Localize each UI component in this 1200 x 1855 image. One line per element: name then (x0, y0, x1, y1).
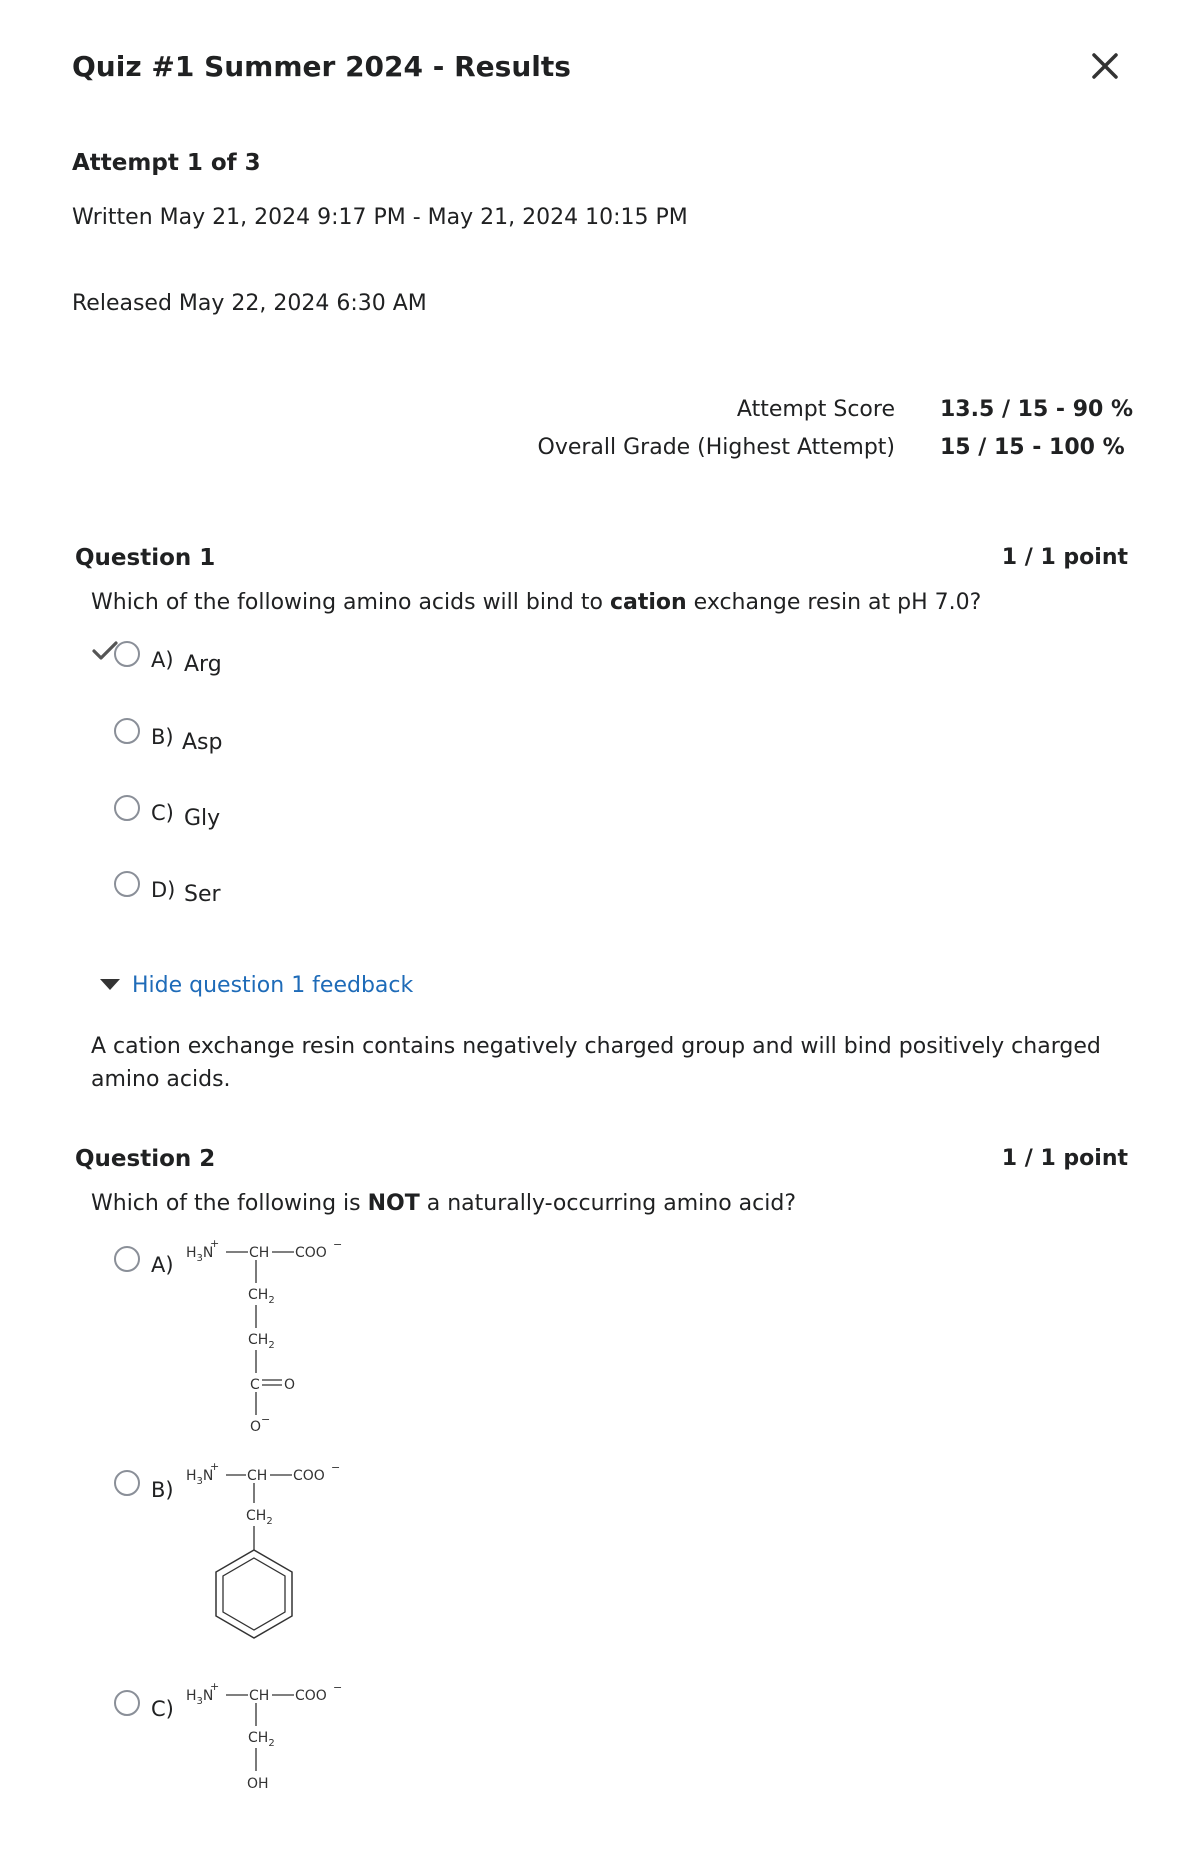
attempt-score-label: Attempt Score (736, 397, 895, 422)
svg-text:CH2: $CH_2$ (248, 1730, 275, 1749)
q2-option-c-letter: C) (151, 1697, 174, 1721)
svg-text:COO: COO (295, 1245, 327, 1261)
question-2-title: Question 2 (75, 1146, 216, 1172)
svg-text:+: + (210, 1237, 220, 1250)
overall-grade-value: 15 / 15 - 100 % (940, 435, 1125, 460)
svg-text:CH2: $CH_2$ (246, 1508, 273, 1527)
q1-option-b-radio[interactable] (114, 718, 140, 744)
question-1-title: Question 1 (75, 545, 216, 571)
triangle-down-icon (100, 979, 120, 990)
q2-option-a-structure (182, 1235, 352, 1445)
hide-feedback-toggle[interactable] (100, 973, 413, 998)
q1-option-b-text: Asp (182, 730, 223, 755)
svg-text:CH2: $CH_2$ (248, 1287, 275, 1306)
q2-option-a-letter: A) (151, 1253, 174, 1277)
svg-text:−: − (333, 1681, 343, 1694)
q1-option-a-text: Arg (184, 652, 222, 677)
q2-option-c-structure (182, 1678, 352, 1798)
svg-text:OH: OH (247, 1776, 269, 1792)
q2-option-a-radio[interactable] (114, 1246, 140, 1272)
q1-option-d-radio[interactable] (114, 871, 140, 897)
question-1-text: Which of the following amino acids will bind to cation exchange resin at pH 7.0? (91, 590, 982, 615)
q2-option-b-structure (182, 1458, 352, 1658)
attempt-label: Attempt 1 of 3 (72, 150, 261, 176)
question-1-points: 1 / 1 point (1001, 545, 1128, 570)
question-2-points: 1 / 1 point (1001, 1146, 1128, 1171)
q2-option-b-letter: B) (151, 1478, 174, 1502)
svg-text:O: O (250, 1419, 262, 1435)
q1-option-a-radio[interactable] (114, 641, 140, 667)
question-1-feedback: A cation exchange resin contains negatively charged group and will bind positively charged amino acids. (91, 1034, 1101, 1092)
svg-text:CH: CH (247, 1468, 268, 1484)
q1-option-d-letter: D) (151, 878, 176, 902)
released-date: Released May 22, 2024 6:30 AM (72, 291, 427, 316)
svg-text:O: O (284, 1377, 296, 1393)
q1-option-d-text: Ser (184, 882, 221, 907)
svg-text:COO: COO (293, 1468, 325, 1484)
feedback-toggle-label: Hide question 1 feedback (132, 973, 414, 998)
question-2-text: Which of the following is NOT a naturally-occurring amino acid? (91, 1191, 796, 1216)
svg-text:COO: COO (295, 1688, 327, 1704)
q1-option-a-letter: A) (151, 648, 174, 672)
svg-text:H3N: $H_3N$ (186, 1688, 214, 1707)
q2-option-b-radio[interactable] (114, 1470, 140, 1496)
written-date: Written May 21, 2024 9:17 PM - May 21, 2024 10:15 PM (72, 205, 688, 230)
svg-text:+: + (210, 1460, 220, 1473)
close-icon[interactable] (1085, 46, 1125, 86)
attempt-score-value: 13.5 / 15 - 90 % (940, 397, 1134, 422)
svg-text:−: − (331, 1461, 341, 1474)
q1-option-c-radio[interactable] (114, 795, 140, 821)
svg-text:C: C (250, 1377, 260, 1393)
svg-text:CH2: $CH_2$ (248, 1332, 275, 1351)
overall-grade-label: Overall Grade (Highest Attempt) (537, 435, 895, 460)
struct-a-h3n: $H_3N$ (186, 1245, 214, 1264)
svg-text:+: + (210, 1680, 220, 1693)
page-title: Quiz #1 Summer 2024 - Results (72, 50, 571, 83)
q1-option-c-letter: C) (151, 801, 174, 825)
q1-option-b-letter: B) (151, 725, 174, 749)
svg-text:H3N: $H_3N$ (186, 1468, 214, 1487)
q1-option-c-text: Gly (184, 806, 221, 831)
svg-text:−: − (333, 1238, 343, 1251)
svg-text:CH: CH (249, 1245, 270, 1261)
svg-text:CH: CH (249, 1688, 270, 1704)
svg-text:−: − (261, 1413, 271, 1426)
q2-option-c-radio[interactable] (114, 1690, 140, 1716)
